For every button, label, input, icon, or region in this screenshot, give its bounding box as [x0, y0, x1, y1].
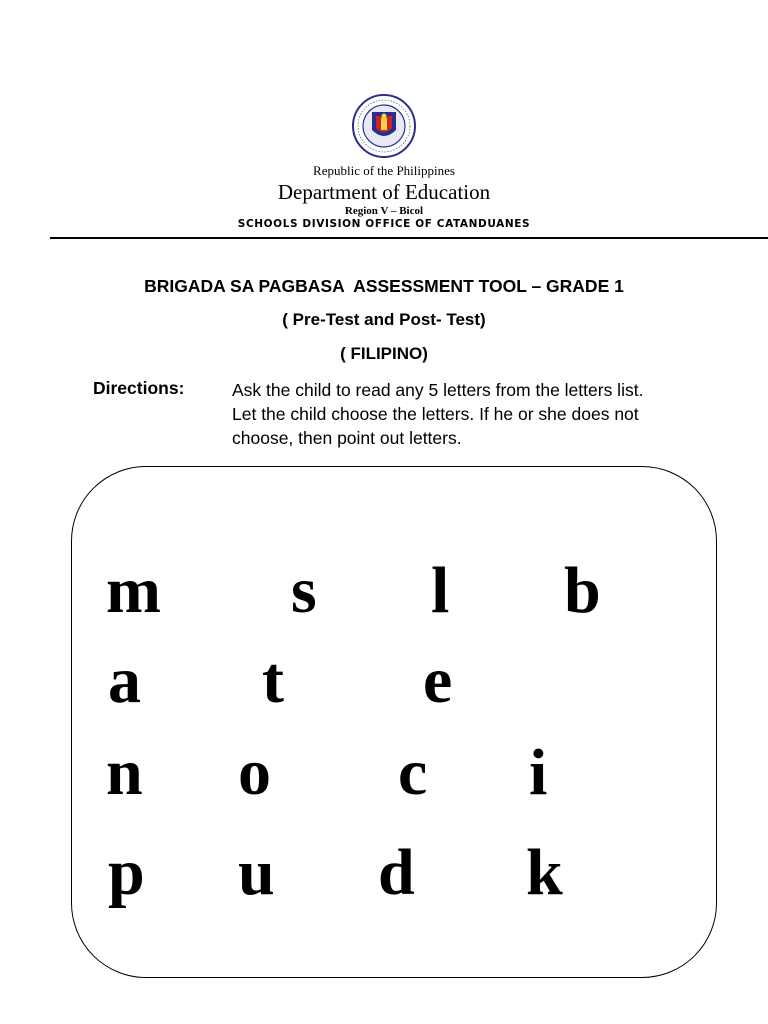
republic-line: Republic of the Philippines: [313, 163, 455, 178]
letter-item: l: [431, 554, 450, 627]
letter-item: i: [529, 736, 548, 809]
document-title: [0, 276, 768, 297]
letter-item: b: [564, 554, 601, 627]
letter-item: e: [423, 644, 453, 717]
document-language: ( FILIPINO): [340, 344, 428, 363]
directions-text: [232, 378, 732, 450]
region-line: Region V – Bicol: [344, 205, 424, 217]
letter-item: o: [238, 736, 271, 809]
department-name: Department of Education: [277, 180, 491, 204]
division-office-line: SCHOOLS DIVISION OFFICE OF CATANDUANES: [237, 218, 531, 230]
letter-item: t: [262, 644, 284, 717]
letter-item: k: [526, 836, 563, 909]
directions-line: Ask the child to read any 5 letters from the letters list.: [232, 380, 644, 400]
letter-item: s: [291, 554, 317, 627]
document-title-text: BRIGADA SA PAGBASA ASSESSMENT TOOL – GRADE 1: [144, 276, 624, 296]
deped-seal-logo: [348, 94, 420, 158]
letter-item: n: [106, 736, 143, 809]
directions-label: Directions:: [93, 378, 185, 398]
letter-item: u: [238, 836, 275, 909]
letter-item: p: [108, 836, 145, 909]
letter-item: m: [106, 554, 161, 627]
directions-line: Let the child choose the letters. If he or she does not: [232, 404, 639, 424]
document-subtitle: ( Pre-Test and Post- Test): [282, 310, 486, 329]
letter-item: d: [378, 836, 415, 909]
header-divider: [50, 237, 768, 239]
letter-item: c: [398, 736, 428, 809]
letter-item: a: [108, 644, 141, 717]
directions-line: choose, then point out letters.: [232, 428, 462, 448]
